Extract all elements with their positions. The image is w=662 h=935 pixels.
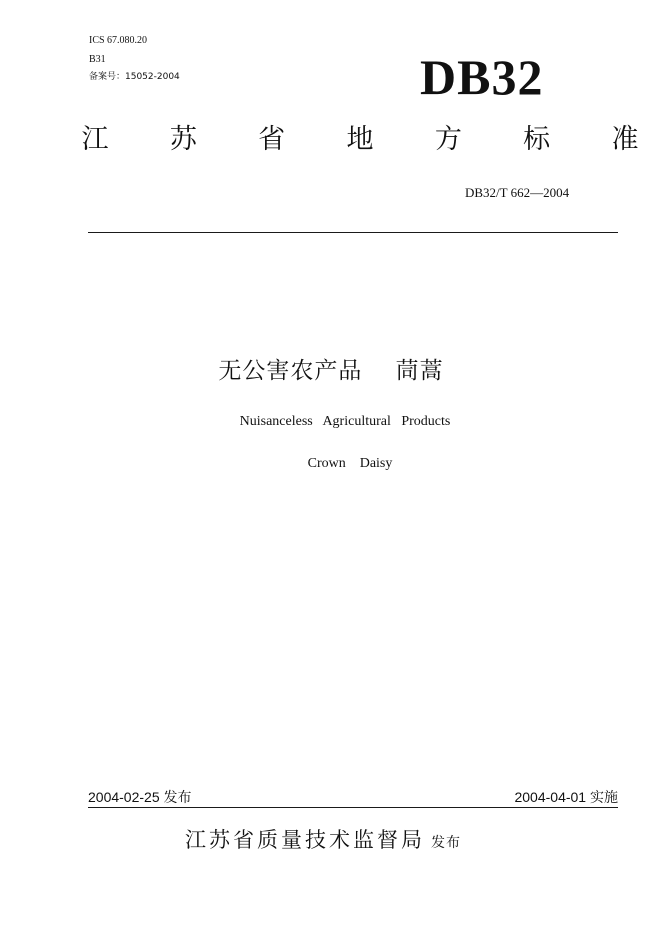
title-english-line-1: Nuisanceless Agricultural Products (239, 414, 451, 429)
standard-code-large: DB32 (420, 49, 544, 105)
bottom-divider (88, 807, 618, 808)
classification-code: B31 (89, 54, 106, 65)
standard-type-heading (80, 120, 640, 160)
ics-code: ICS 67.080.20 (89, 35, 148, 46)
standard-type-char: 准 (611, 124, 639, 155)
title-chinese: 无公害农产品 茼蒿 (218, 358, 444, 384)
record-number: 备案号：15052-2004 (89, 72, 180, 82)
title-english-line-2: Crown Daisy (307, 456, 393, 471)
top-divider (88, 232, 618, 233)
issuer-suffix: 发布 (431, 835, 461, 851)
issuer (185, 825, 461, 858)
standard-type-char: 方 (434, 124, 462, 155)
publish-date: 2004-02-25 发布 (88, 789, 192, 805)
standard-type-char: 标 (523, 124, 551, 155)
issuer-name: 江苏省质量技术监督局 (185, 828, 425, 852)
standard-type-char: 江 (81, 124, 109, 155)
standard-number: DB32/T 662—2004 (465, 185, 570, 200)
standard-type-char: 苏 (169, 124, 197, 155)
standard-type-char: 省 (258, 124, 286, 155)
standard-type-char: 地 (346, 124, 374, 155)
implement-date: 2004-04-01 实施 (514, 789, 618, 805)
